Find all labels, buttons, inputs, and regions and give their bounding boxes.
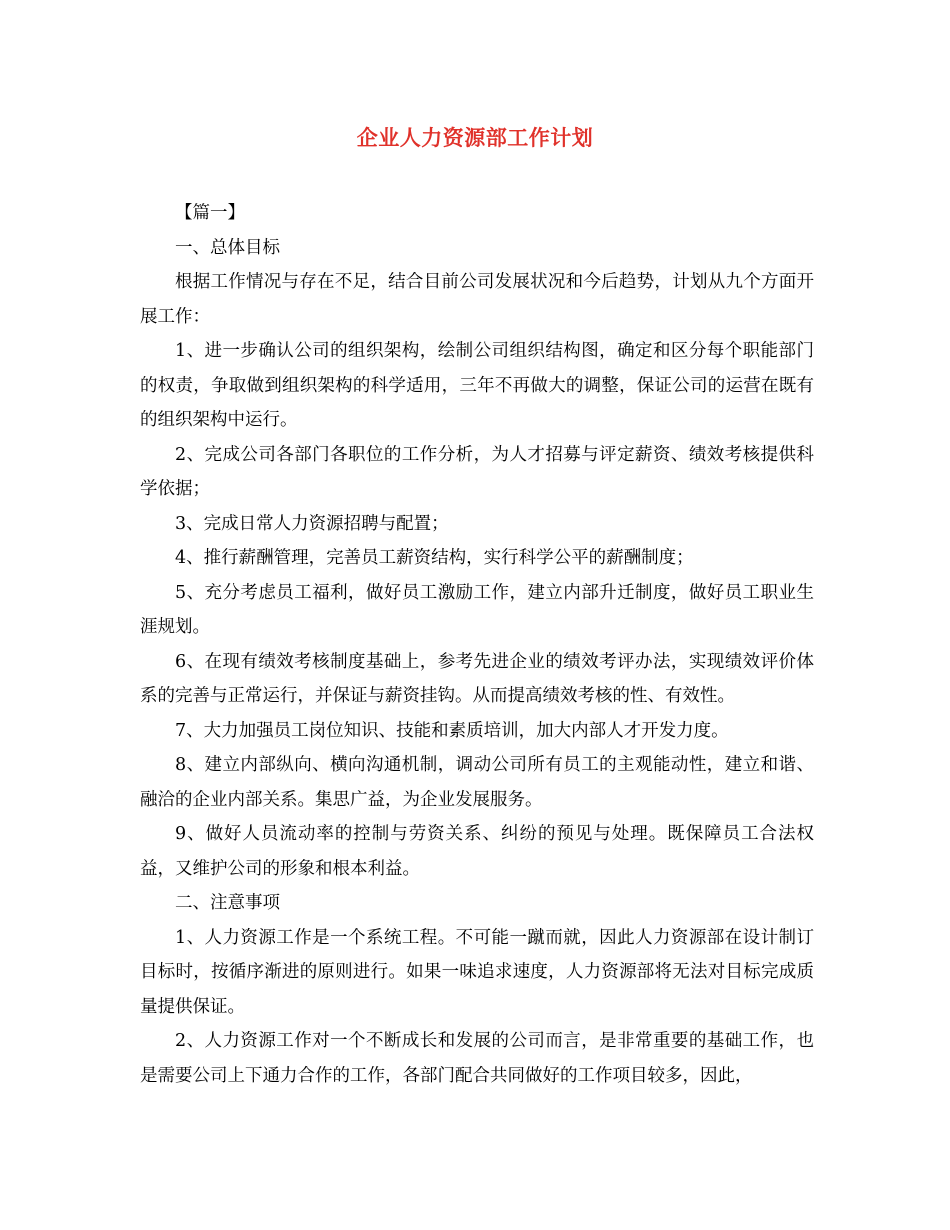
- paragraph-note-1: 1、人力资源工作是一个系统工程。不可能一蹴而就，因此人力资源部在设计制订目标时，按循序渐进的原则进行。如果一味追求速度，人力资源部将无法对目标完成质量提供保证。: [140, 927, 814, 1017]
- paragraph-item-4: 4、推行薪酬管理，完善员工薪资结构，实行科学公平的薪酬制度；: [175, 548, 694, 568]
- document-body: [140, 196, 814, 1093]
- paragraph-item-6: 6、在现有绩效考核制度基础上，参考先进企业的绩效考评办法，实现绩效评价体系的完善与正常运行，并保证与薪资挂钩。从而提高绩效考核的性、有效性。: [140, 651, 814, 706]
- paragraph-item-9: 9、做好人员流动率的控制与劳资关系、纠纷的预见与处理。既保障员工合法权益，又维护公司的形象和根本利益。: [140, 824, 814, 879]
- document-title: 企业人力资源部工作计划: [356, 125, 594, 150]
- heading-overall-goals: 一、总体目标: [175, 237, 280, 258]
- paragraph-item-2: 2、完成公司各部门各职位的工作分析，为人才招募与评定薪资、绩效考核提供科学依据；: [140, 444, 814, 499]
- paragraph-item-5: 5、充分考虑员工福利，做好员工激励工作，建立内部升迁制度，做好员工职业生涯规划。: [140, 582, 814, 637]
- paragraph-intro: 根据工作情况与存在不足，结合目前公司发展状况和今后趋势，计划从九个方面开展工作：: [140, 272, 814, 327]
- paragraph-note-2: 2、人力资源工作对一个不断成长和发展的公司而言，是非常重要的基础工作，也是需要公司上下通力合作的工作，各部门配合共同做好的工作项目较多，因此，: [140, 1031, 814, 1086]
- paragraph-item-1: 1、进一步确认公司的组织架构，绘制公司组织结构图，确定和区分每个职能部门的权责，争取做到组织架构的科学适用，三年不再做大的调整，保证公司的运营在既有的组织架构中运行。: [140, 341, 814, 430]
- section-heading-part-one: 【篇一】: [175, 203, 245, 223]
- paragraph-item-8: 8、建立内部纵向、横向沟通机制，调动公司所有员工的主观能动性，建立和谐、融洽的企业内部关系。集思广益，为企业发展服务。: [140, 755, 814, 810]
- heading-notes: 二、注意事项: [175, 893, 280, 913]
- paragraph-item-7: 7、大力加强员工岗位知识、技能和素质培训，加大内部人才开发力度。: [175, 720, 729, 741]
- paragraph-item-3: 3、完成日常人力资源招聘与配置；: [175, 513, 449, 534]
